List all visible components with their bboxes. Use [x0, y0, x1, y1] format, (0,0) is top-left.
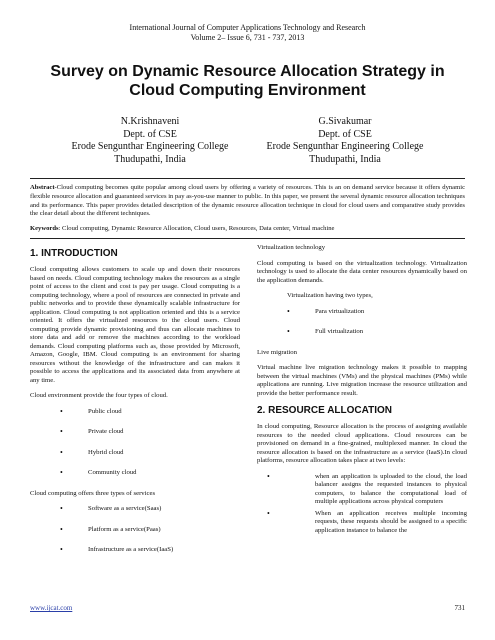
- list-item: • Platform as a service(Paas): [30, 526, 240, 535]
- virtualization-types-intro: Virtualization having two types,: [287, 292, 373, 299]
- author-block-1: [60, 116, 240, 166]
- resource-allocation-paragraph: In cloud computing, Resource allocation is the process of assigning available resources to the needed cloud applications. Cloud resources can be provisioned on demand in a fine-grained, multiplexed manner. In cloud the resource allocation is based on the infrastructure as a service (IaaS).In cloud platforms, resource allocation takes place at two levels:: [257, 423, 467, 464]
- left-column: [30, 244, 240, 567]
- author-block-2: [255, 116, 435, 166]
- list-item: • Public cloud: [30, 408, 240, 417]
- author-dept: Dept. of CSE: [123, 128, 177, 140]
- author-place: Thudupathi, India: [114, 153, 186, 165]
- list-item: • When an application receives multiple incoming requests, these requests should be assigned to a specific application instance to balance the: [257, 510, 467, 536]
- list-item: • Software as a service(Saas): [30, 505, 240, 514]
- author-place: Thudupathi, India: [309, 153, 381, 165]
- list-item: • Para virtualization: [257, 308, 467, 317]
- cloud-types-intro: Cloud environment provide the four types of cloud.: [30, 392, 168, 399]
- intro-paragraph: Cloud computing allows customers to scale up and down their resources based on needs. Cloud computing technology makes the resources as a single point of access to the client and cost is pay per usage. Cloud computing is a computing technology, where a pool of resources are connected in private and public networks and to provide these dynamically scalable infrastructure for application. Cloud computing is not application oriented and this is a service oriented. It offers the virtualized resources to the cloud users. Cloud computing provide dynamic provisioning and thus can allocate machines to store data and add or remove the machines according to the workload demands. Cloud computing platforms such as, those provided by Microsoft, Amazon, Google, IBM. Cloud computing is an environment for sharing resources without the knowledge of the infrastructure and can makes it possible to access the applications and its associated data from anywhere at any time.: [30, 266, 240, 384]
- live-migration-heading: Live migration: [257, 348, 297, 356]
- author-name: G.Sivakumar: [318, 116, 372, 127]
- virtualization-heading: Virtualization technology: [257, 244, 326, 251]
- abstract-text: Cloud computing becomes quite popular among cloud users by offering a variety of resources. This is an on demand service because it offers dynamic flexible resource allocation and guaranteed services in pay as-you-use manner to public. In this paper, we present the several dynamic resource allocation techniques and its performance. This paper provides detailed description of the dynamic resource allocation technique in cloud for cloud users and comparative study provides the clear detail about the different techniques.: [30, 184, 465, 218]
- keywords-label: Keywords: [30, 225, 59, 232]
- cloud-types-list: [30, 408, 240, 478]
- journal-header: [0, 23, 495, 43]
- author-dept: Dept. of CSE: [318, 128, 372, 140]
- section-heading-introduction: 1. INTRODUCTION: [30, 248, 118, 259]
- list-item: • Full virtualization: [257, 328, 467, 337]
- journal-url-link[interactable]: www.ijcat.com: [30, 604, 73, 612]
- author-name: N.Krishnaveni: [120, 116, 180, 127]
- page-number: 731: [454, 604, 465, 612]
- list-item: • Infrastructure as a service(IaaS): [30, 546, 240, 555]
- keywords-text: : Cloud computing, Dynamic Resource Allocation, Cloud users, Resources, Data center, Virtual machine: [58, 225, 335, 232]
- right-column: [257, 244, 467, 541]
- service-types-list: [30, 505, 240, 555]
- list-item: • Community cloud: [30, 469, 240, 478]
- virtualization-types-list: [257, 308, 467, 337]
- author-college: Erode Sengunthar Engineering College: [71, 141, 229, 152]
- service-types-intro: Cloud computing offers three types of services: [30, 489, 156, 497]
- section-heading-resource-allocation: 2. RESOURCE ALLOCATION: [257, 405, 393, 416]
- journal-name: International Journal of Computer Applications Technology and Research: [129, 23, 366, 32]
- divider-bottom: [30, 238, 465, 239]
- abstract-label: Abstract-: [30, 184, 57, 191]
- page-footer: [30, 604, 465, 612]
- virtualization-paragraph: Cloud computing is based on the virtualization technology. Virtualization technology is used to allocate the data center resources dynamically based on the application demands.: [257, 259, 467, 284]
- journal-volume: Volume 2– Issue 6, 731 - 737, 2013: [190, 33, 305, 42]
- allocation-levels-list: [257, 473, 467, 536]
- list-item: • Private cloud: [30, 428, 240, 437]
- keywords: [30, 225, 465, 234]
- list-item: • when an application is uploaded to the cloud, the load balancer assigns the requested instances to physical computers, to balance the computational load of multiple applications across physical computers: [257, 473, 467, 507]
- paper-title: Survey on Dynamic Resource Allocation Strategy in Cloud Computing Environment: [50, 63, 445, 99]
- list-item: • Hybrid cloud: [30, 449, 240, 458]
- author-college: Erode Sengunthar Engineering College: [266, 141, 424, 152]
- abstract: [30, 184, 465, 219]
- divider-top: [30, 178, 465, 179]
- live-migration-paragraph: Virtual machine live migration technology makes it possible to mapping between the virtual machines (VMs) and the physical machines (PMs) while applications are running. Live migration increase the resource utilization and provide the better performance result.: [257, 364, 467, 397]
